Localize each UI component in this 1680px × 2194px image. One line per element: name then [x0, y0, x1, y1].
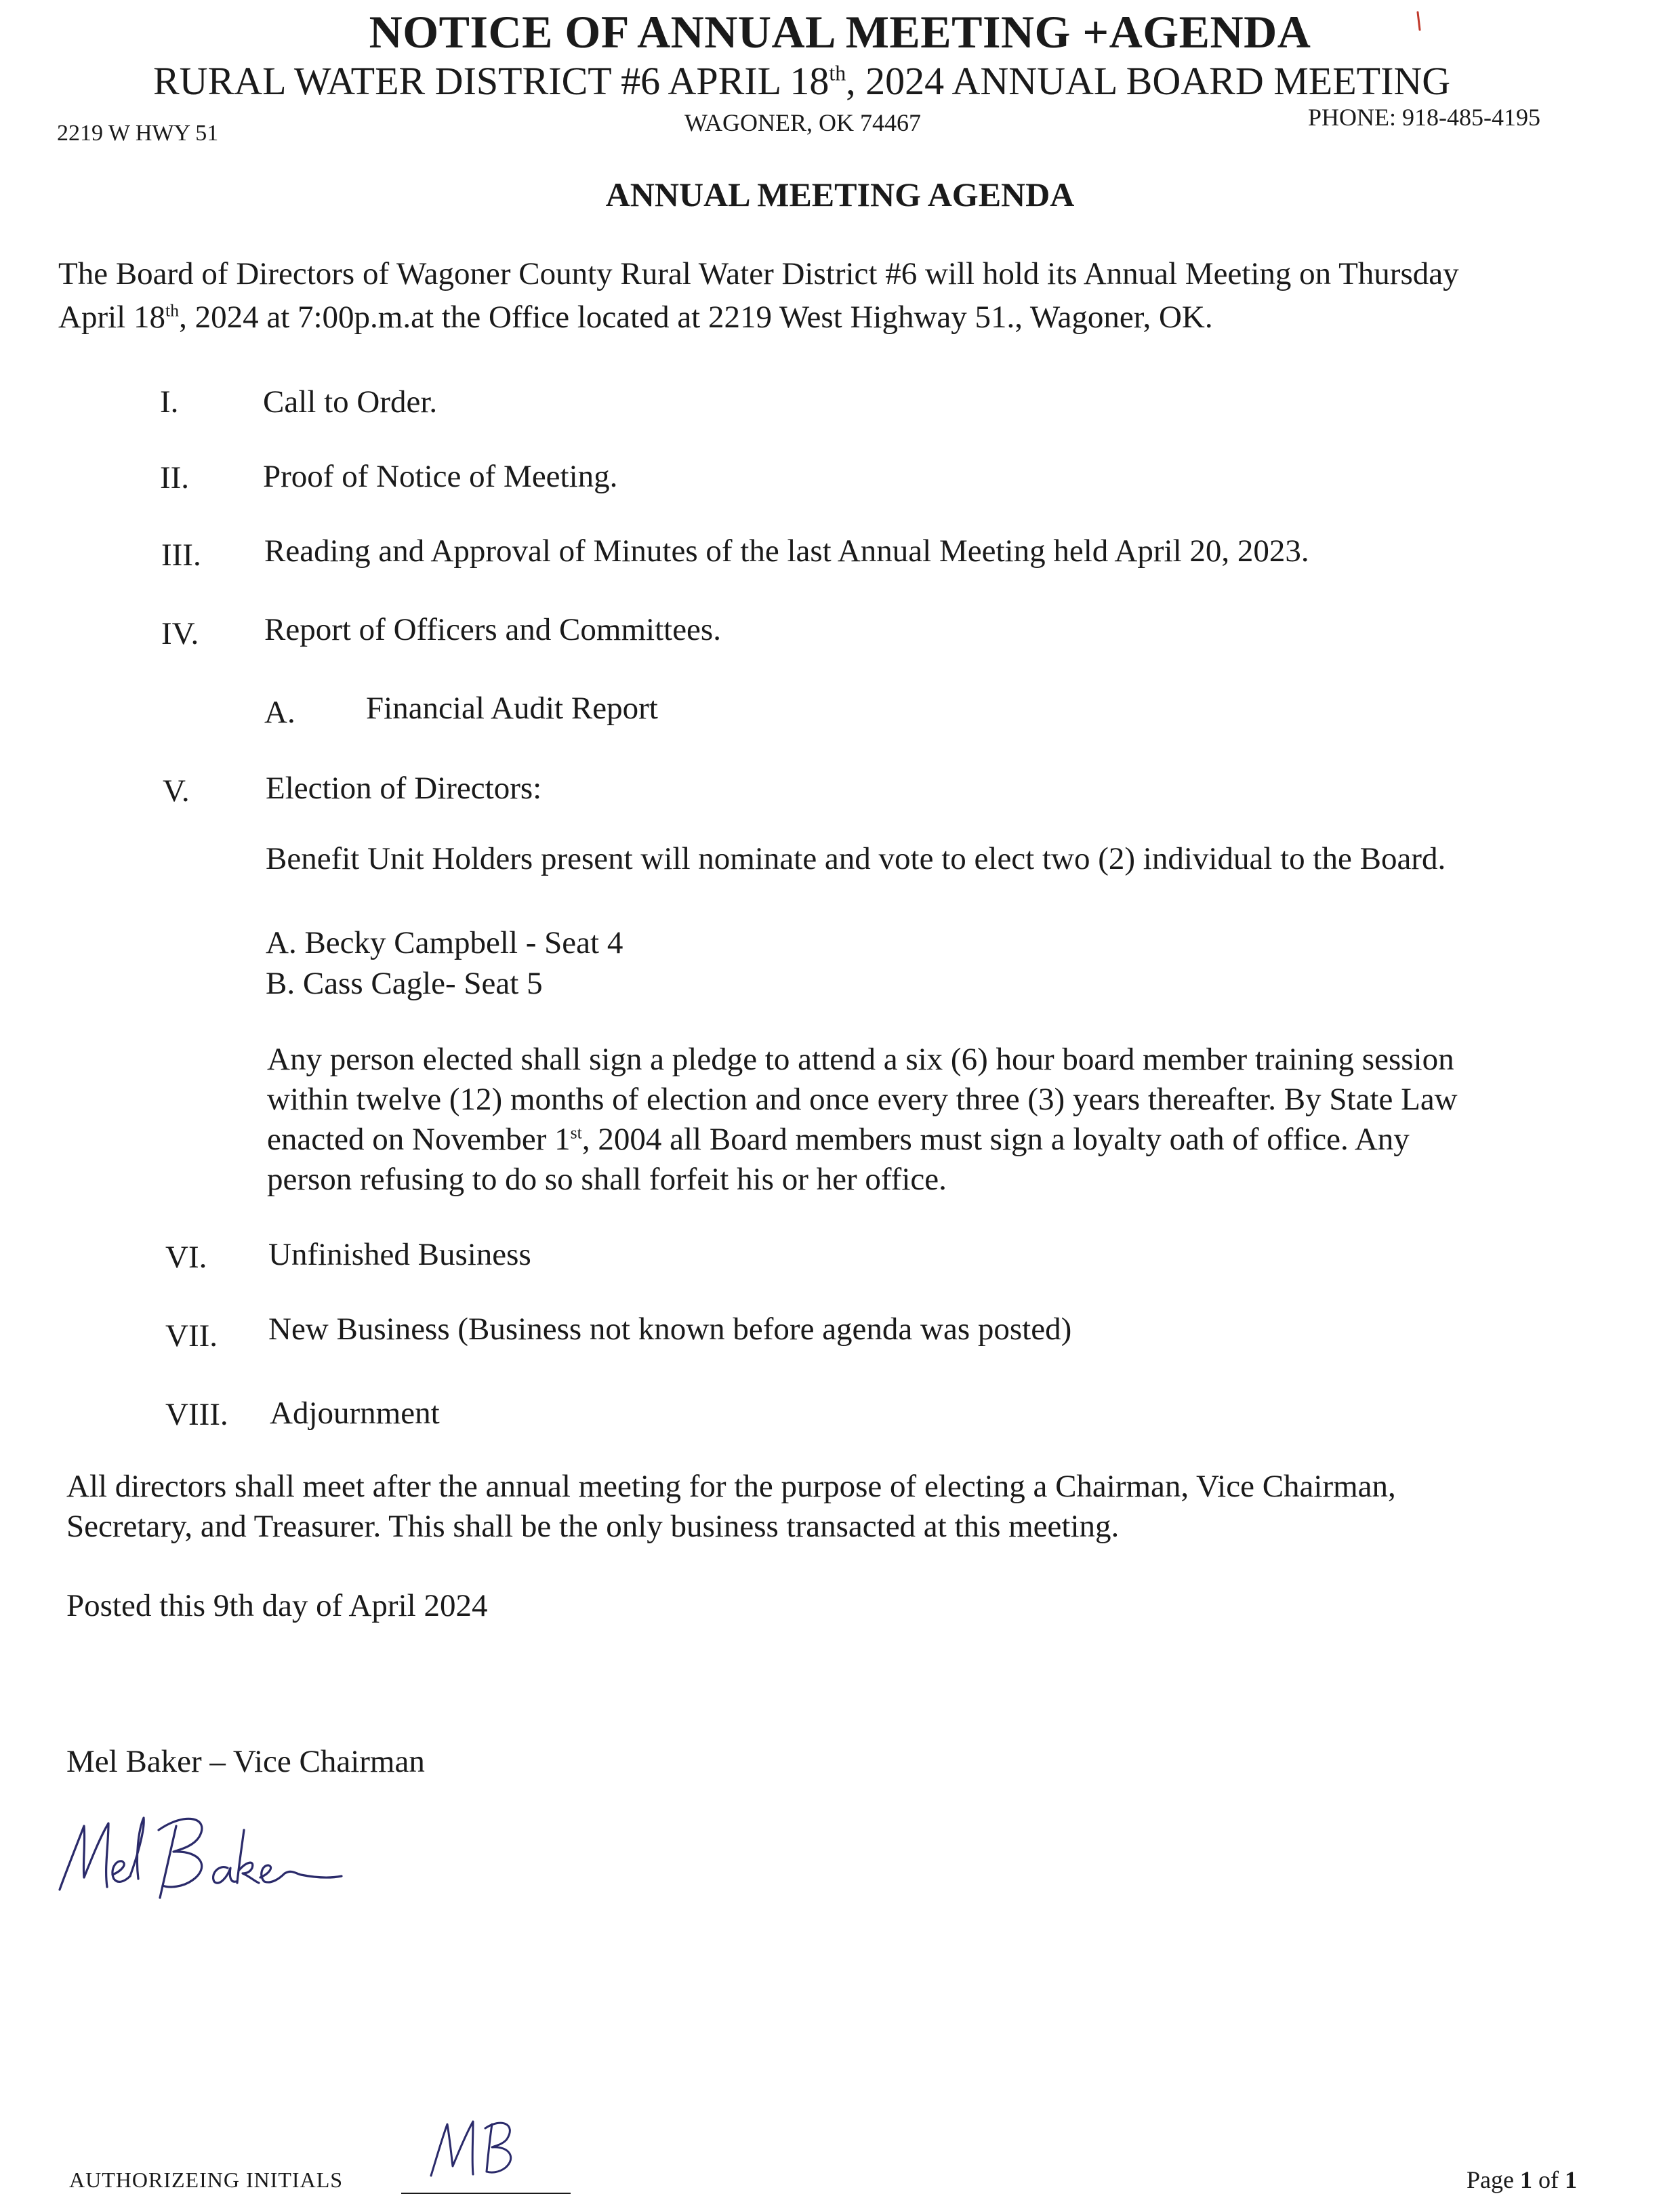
agenda-item-number: I. — [160, 384, 179, 420]
sub-item-letter: A. — [264, 695, 295, 730]
city-address: WAGONER, OK 74467 — [684, 109, 921, 136]
agenda-item-number: II. — [160, 460, 190, 495]
agenda-item-text: Unfinished Business — [268, 1237, 531, 1272]
agenda-item-text: Election of Directors: — [266, 771, 542, 806]
candidate-1: A. Becky Campbell - Seat 4 — [266, 925, 623, 960]
intro-line-2: April 18th, 2024 at 7:00p.m.at the Office located at 2219 West Highway 51., Wagoner, OK. — [58, 300, 1213, 335]
agenda-item-text: New Business (Business not known before agenda was posted) — [268, 1312, 1072, 1347]
pledge-line-1: Any person elected shall sign a pledge to attend a six (6) hour board member training session — [267, 1042, 1454, 1077]
pledge-line-3: enacted on November 1st, 2004 all Board members must sign a loyalty oath of office. Any — [267, 1122, 1410, 1157]
agenda-heading: ANNUAL MEETING AGENDA — [605, 176, 1075, 214]
pledge-line-4: person refusing to do so shall forfeit his or her office. — [267, 1162, 947, 1197]
agenda-item-number: VI. — [165, 1240, 207, 1275]
closing-paragraph — [66, 1467, 1612, 1547]
pledge-line-2: within twelve (12) months of election and once every three (3) years thereafter. By State Law — [267, 1082, 1458, 1117]
agenda-item-text: Proof of Notice of Meeting. — [263, 459, 618, 494]
agenda-item-number: VIII. — [165, 1397, 228, 1432]
handwritten-signature — [57, 1803, 355, 1905]
street-address: 2219 W HWY 51 — [57, 121, 219, 146]
agenda-item-number: IV. — [161, 616, 199, 651]
candidate-2: B. Cass Cagle- Seat 5 — [266, 966, 543, 1001]
agenda-item-number: VII. — [165, 1318, 218, 1354]
agenda-item-text: Call to Order. — [263, 384, 438, 420]
agenda-item-number: V. — [163, 773, 190, 809]
nomination-text: Benefit Unit Holders present will nominate and vote to elect two (2) individual to the Board. — [266, 841, 1446, 876]
agenda-item-text: Adjournment — [270, 1396, 440, 1431]
authorizing-initials-label: AUTHORIZEING INITIALS — [69, 2168, 344, 2192]
intro-paragraph — [58, 252, 1583, 339]
posted-date: Posted this 9th day of April 2024 — [66, 1588, 488, 1623]
handwritten-initials — [427, 2101, 522, 2182]
page-indicator: Page 1 of 1 — [1467, 2166, 1577, 2193]
agenda-item-text: Reading and Approval of Minutes of the last Annual Meeting held April 20, 2023. — [264, 533, 1309, 569]
agenda-item-text: Report of Officers and Committees. — [264, 612, 721, 647]
intro-line-1: The Board of Directors of Wagoner County Rural Water District #6 will hold its Annual Meeting on Thursday — [58, 256, 1459, 291]
pledge-paragraph — [267, 1040, 1595, 1200]
agenda-item-number: III. — [161, 537, 201, 573]
signer-name: Mel Baker – Vice Chairman — [66, 1744, 425, 1779]
closing-line-1: All directors shall meet after the annual meeting for the purpose of electing a Chairman, Vice Chairman, — [66, 1469, 1396, 1504]
phone-number: PHONE: 918-485-4195 — [1308, 104, 1540, 131]
document-subtitle: RURAL WATER DISTRICT #6 APRIL 18th, 2024 ANNUAL BOARD MEETING — [153, 59, 1451, 103]
sub-item-text: Financial Audit Report — [366, 691, 658, 726]
document-title: NOTICE OF ANNUAL MEETING +AGENDA — [369, 6, 1311, 58]
closing-line-2: Secretary, and Treasurer. This shall be the only business transacted at this meeting. — [66, 1509, 1120, 1544]
